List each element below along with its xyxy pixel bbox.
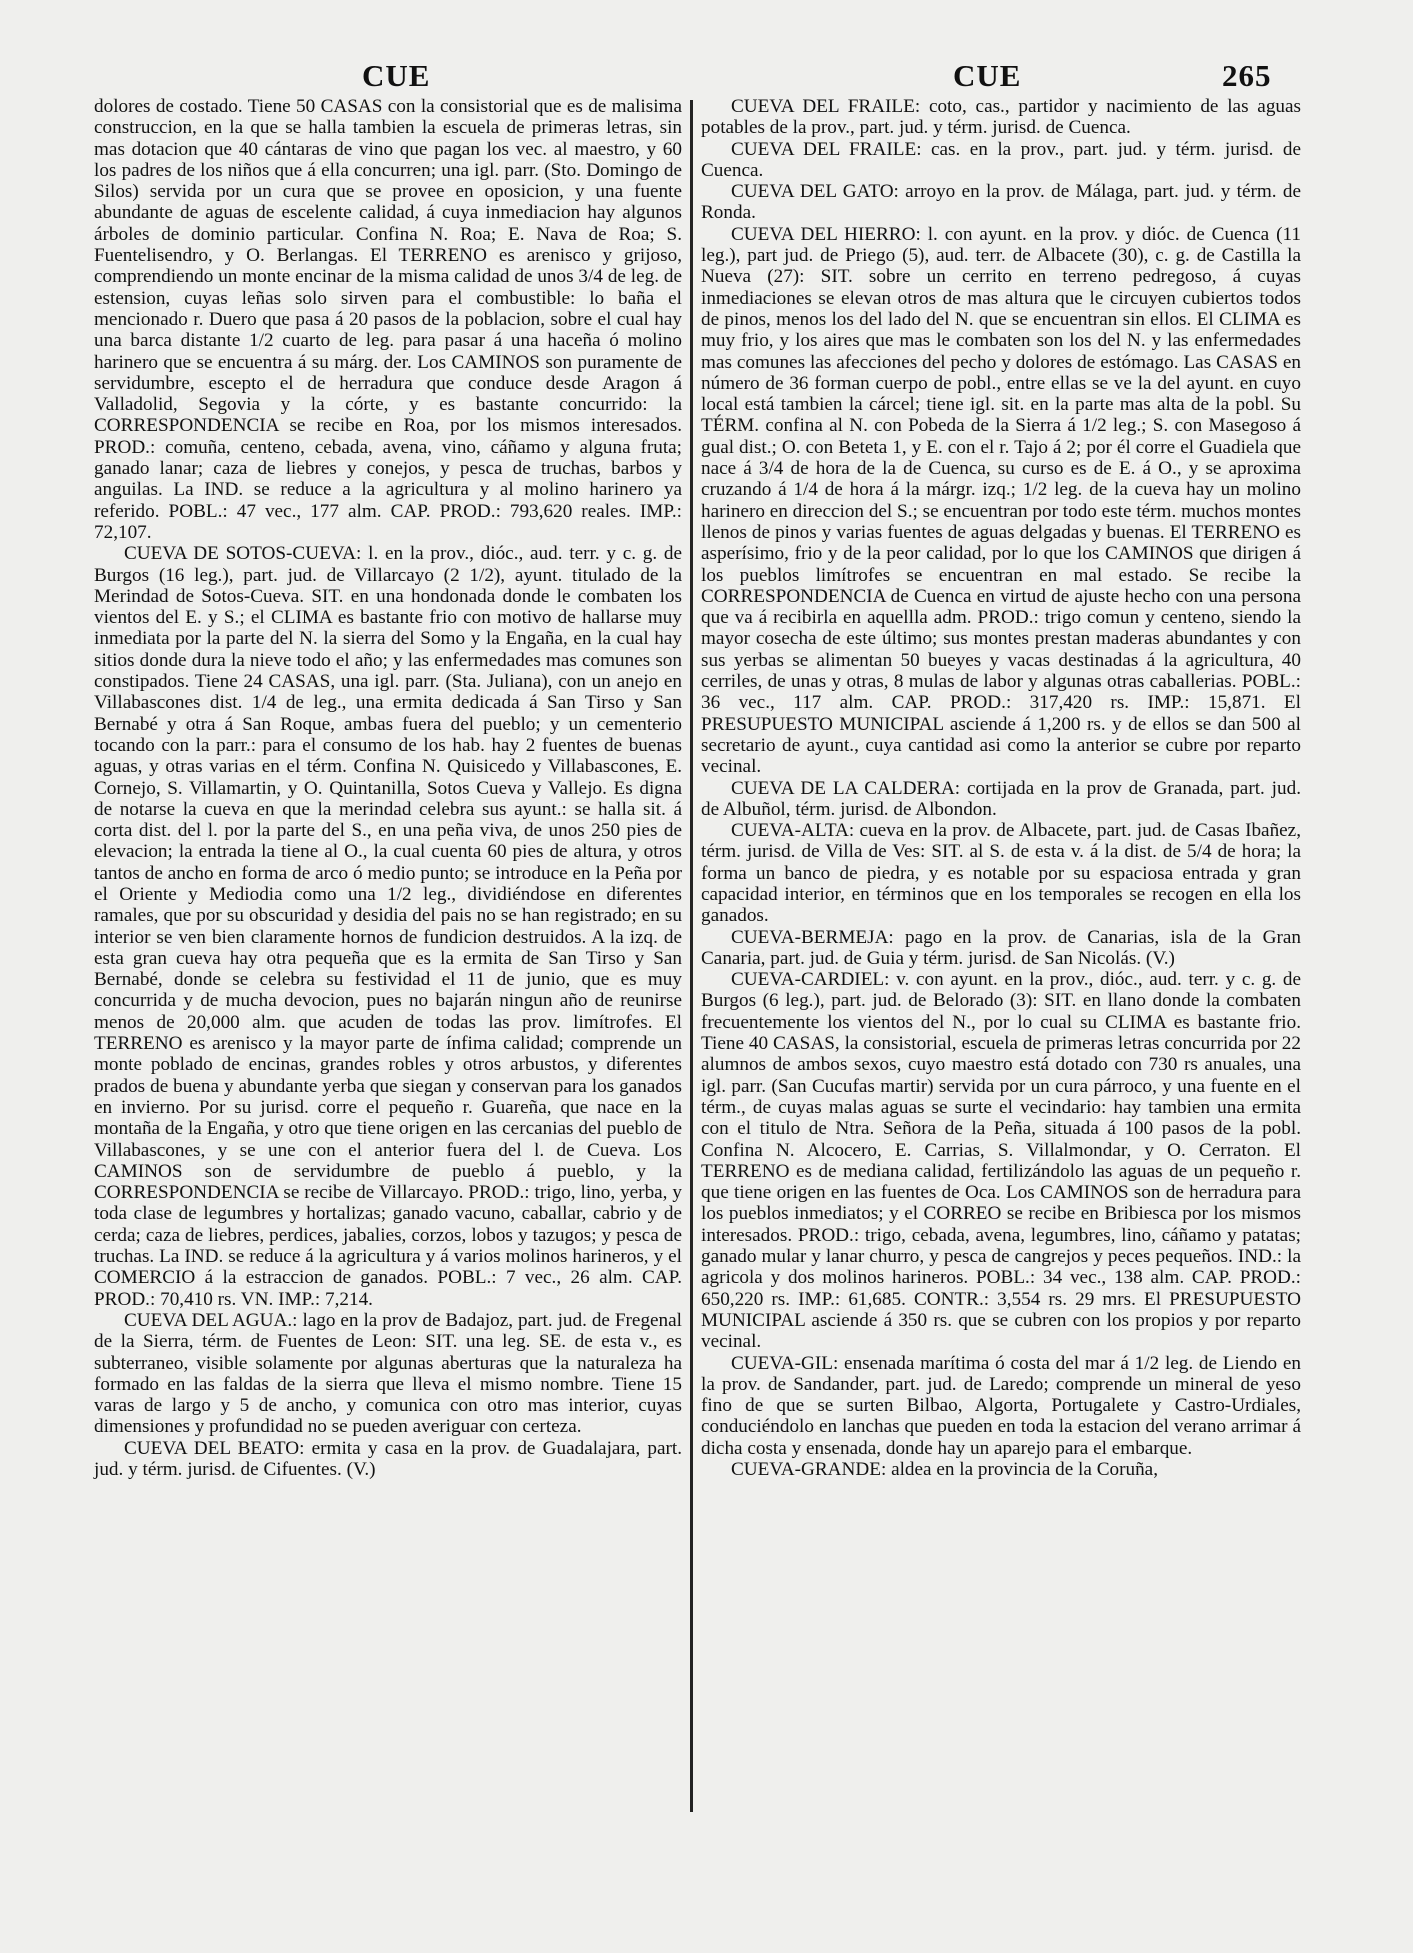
running-head-left: CUE: [362, 58, 431, 93]
entry-cueva-cardiel: CUEVA-CARDIEL: v. con ayunt. en la prov., dióc., aud. terr. y c. g. de Burgos (6 leg.), part. jud. de Belorado (3): SIT. en llano donde la combaten frecuentemente los vientos del N., por lo cual su CLIMA es bastante frio. Tiene 40 CASAS, la consistorial, escuela de primeras letras concurrida por 22 alumnos de ambos sexos, cuyo maestro está dotado con 730 rs anuales, una igl. parr. (San Cucufas martir) servida por un cura párroco, y una fuente en el térm., de cuyas malas aguas se surte el vecindario: hay tambien una ermita con el titulo de Ntra. Señora de la Peña, situada á 100 pasos de la pobl. Confina N. Alcocero, E. Carrias, S. Villalmondar, y O. Cerraton. El TERRENO es de mediana calidad, fertilizándolo las aguas de un pequeño r. que tiene origen en las fuentes de Oca. Los CAMINOS son de herradura para los pueblos inmediatos; y el CORREO se recibe en Bribiesca por los mismos interesados. PROD.: trigo, cebada, avena, legumbres, lino, cáñamo y patatas; ganado mular y lanar churro, y pesca de cangrejos y peces pequeños. IND.: la agricola y dos molinos harineros. POBL.: 34 vec., 138 alm. CAP. PROD.: 650,220 rs. IMP.: 61,685. CONTR.: 3,554 rs. 29 mrs. El PRESUPUESTO MUNICIPAL asciende á 350 rs. que se cubren con los propios y por reparto vecinal.: [701, 969, 1301, 1353]
entry-cueva-gil: CUEVA-GIL: ensenada marítima ó costa del mar á 1/2 leg. de Liendo en la prov. de Sandander, part. jud. de Laredo; comprende un mineral de yeso fino de que se surten Bilbao, Algorta, Portugalete y Castro-Urdiales, conduciéndolo en lanchas que pueden en toda la estacion del verano arrimar á dicha costa y ensenada, donde hay un aparejo para el embarque.: [701, 1352, 1301, 1459]
left-column: [94, 96, 682, 1480]
right-column: [701, 96, 1301, 1480]
entry-cueva-bermeja: CUEVA-BERMEJA: pago en la prov. de Canarias, isla de la Gran Canaria, part. jud. de Guia y térm. jurisd. de San Nicolás. (V.): [701, 926, 1301, 969]
entry-cueva-grande: CUEVA-GRANDE: aldea en la provincia de la Coruña,: [731, 1459, 1158, 1480]
entry-cueva-del-gato: CUEVA DEL GATO: arroyo en la prov. de Málaga, part. jud. y térm. de Ronda.: [701, 181, 1301, 224]
running-head-right: CUE: [953, 58, 1022, 93]
column-divider: [690, 100, 693, 1812]
entry-cueva-de-sotos-cueva: CUEVA DE SOTOS-CUEVA: l. en la prov., dióc., aud. terr. y c. g. de Burgos (16 leg.), part. jud. de Villarcayo (2 1/2), ayunt. titulado de la Merindad de Sotos-Cueva. SIT. en una hondonada donde le combaten los vientos del E. y S.; el CLIMA es bastante frio con motivo de hallarse muy inmediata por la parte del N. la sierra del Somo y la Engaña, en la cual hay sitios donde dura la nieve todo el año; y las enfermedades mas comunes son constipados. Tiene 24 CASAS, una igl. parr. (Sta. Juliana), con un anejo en Villabascones dist. 1/4 de leg., una ermita dedicada á San Tirso y San Bernabé y otra á San Roque, ambas fuera del pueblo; y un cementerio tocando con la parr.: para el consumo de los hab. hay 2 fuentes de buenas aguas, y otras varias en el térm. Confina N. Quisicedo y Villabascones, E. Cornejo, S. Villamartin, y O. Quintanilla, Sotos Cueva y Vallejo. Es digna de notarse la cueva en que la merindad celebra sus ayunt.: se halla sit. á corta dist. del l. por la parte del S., en una peña viva, de unos 250 pies de elevacion; la entrada la tiene al O., la cual cuenta 60 pies de altura, y otros tantos de ancho en forma de arco ó medio punto; se introduce en la Peña por el Oriente y Mediodia como una 1/2 leg., dividiéndose en diferentes ramales, que por su obscuridad y desidia del pais no se han registrado; en su interior se ven bien claramente hornos de fundicion destruidos. A la izq. de esta gran cueva hay otra pequeña que es la ermita de San Tirso y San Bernabé, donde se celebra su festividad el 11 de junio, que es muy concurrida y de mucha devocion, pues no bajarán ningun año de reunirse menos de 20,000 alm. que acuden de todas las prov. limítrofes. El TERRENO es arenisco y la mayor parte de ínfima calidad; comprende un monte poblado de encinas, grandes robles y otros arbustos, y diferentes prados de buena y abundante yerba que siegan y conservan para los ganados en invierno. Por su jurisd. corre el pequeño r. Guareña, que nace en la montaña de la Engaña, y otro que tiene origen en las cercanias del pueblo de Villabascones, y se une con el anterior fuera del l. de Cueva. Los CAMINOS son de servidumbre de pueblo á pueblo, y la CORRESPONDENCIA se recibe de Villarcayo. PROD.: trigo, lino, yerba, y toda clase de legumbres y hortalizas; ganado vacuno, caballar, cabrio y de cerda; caza de liebres, perdices, jabalies, corzos, lobos y tazugos; y pesca de truchas. La IND. se reduce á la agricultura y á varios molinos harineros, y el COMERCIO á la estraccion de ganados. POBL.: 7 vec., 26 alm. CAP. PROD.: 70,410 rs. VN. IMP.: 7,214.: [94, 543, 682, 1310]
entry-cueva-del-agua: CUEVA DEL AGUA.: lago en la prov de Badajoz, part. jud. de Fregenal de la Sierra, térm. de Fuentes de Leon: SIT. una leg. SE. de esta v., es subterraneo, visible solamente por algunas aberturas que la naturaleza ha formado en las faldas de la sierra que lleva el mismo nombre. Tiene 15 varas de largo y 5 de ancho, y comunica con otro mas interior, cuyas dimensiones y profundidad no se pueden averiguar con certeza.: [94, 1309, 682, 1438]
entry-cueva-de-la-caldera: CUEVA DE LA CALDERA: cortijada en la prov de Granada, part. jud. de Albuñol, térm. jurisd. de Albondon.: [701, 777, 1301, 820]
page-number: 265: [1222, 58, 1272, 93]
entry-cueva-del-beato: CUEVA DEL BEATO: ermita y casa en la prov. de Guadalajara, part. jud. y térm. jurisd. de Cifuentes. (V.): [94, 1437, 682, 1480]
entry-cueva-alta: CUEVA-ALTA: cueva en la prov. de Albacete, part. jud. de Casas Ibañez, térm. jurisd. de Villa de Ves: SIT. al S. de esta v. á la dist. de 5/4 de hora; la forma un banco de piedra, y es notable por su espaciosa entrada y gran capacidad interior, en términos que en los temporales se recogen en ella los ganados.: [701, 820, 1301, 927]
entry-continuation: dolores de costado. Tiene 50 CASAS con la consistorial que es de malisima construccion, en la que se halla tambien la escuela de primeras letras, sin mas dotacion que 40 cántaras de vino que pagan los vec. al maestro, y 60 los padres de los niños que á ella concurren; una igl. parr. (Sto. Domingo de Silos) servida por un cura que se provee en oposicion, y una fuente abundante de aguas de escelente calidad, á cuya inmediacion hay algunos árboles de dominio particular. Confina N. Roa; E. Nava de Roa; S. Fuentelisendro, y O. Berlangas. El TERRENO es arenisco y grijoso, comprendiendo un monte encinar de la misma calidad de unos 3/4 de leg. de estension, cuyas leñas solo sirven para el combustible: lo baña el mencionado r. Duero que pasa á 20 pasos de la poblacion, sobre el cual hay una barca distante 1/2 cuarto de leg. para pasar á una haceña ó molino harinero que se encuentra á su márg. der. Los CAMINOS son puramente de servidumbre, escepto el de herradura que conduce desde Aragon á Valladolid, Segovia y la córte, y es bastante concurrido: la CORRESPONDENCIA se recibe en Roa, por los mismos interesados. PROD.: comuña, centeno, cebada, avena, vino, cáñamo y alguna fruta; ganado lanar; caza de liebres y conejos, y pesca de truchas, barbos y anguilas. La IND. se reduce a la agricultura y al molino harinero ya referido. POBL.: 47 vec., 177 alm. CAP. PROD.: 793,620 reales. IMP.: 72,107.: [94, 96, 682, 543]
entry-cueva-del-fraile-1: CUEVA DEL FRAILE: coto, cas., partidor y nacimiento de las aguas potables de la prov., part. jud. y térm. jurisd. de Cuenca.: [701, 96, 1301, 139]
entry-cueva-del-fraile-2: CUEVA DEL FRAILE: cas. en la prov., part. jud. y térm. jurisd. de Cuenca.: [701, 138, 1301, 181]
entry-cueva-del-hierro: CUEVA DEL HIERRO: l. con ayunt. en la prov. y dióc. de Cuenca (11 leg.), part jud. de Priego (5), aud. terr. de Albacete (30), c. g. de Castilla la Nueva (27): SIT. sobre un cerrito en terreno pedregoso, á cuyas inmediaciones se elevan otros de mas altura que le circuyen cubiertos todos de pinos, menos los del lado del N. que se encuentran sin ellos. El CLIMA es muy frio, y los aires que mas le combaten son los del N. y las enfermedades mas comunes las afecciones del pecho y dolores de estómago. Las CASAS en número de 36 forman cuerpo de pobl., entre ellas se ve la del ayunt. en cuyo local está tambien la cárcel; tiene igl. sit. en la parte mas alta de la pobl. Su TÉRM. confina al N. con Pobeda de la Sierra á 1/2 leg.; S. con Masegoso á gual dist.; O. con Beteta 1, y E. con el r. Tajo á 2; por él corre el Guadiela que nace á 3/4 de hora de la de Cuenca, su curso es de E. á O., y se aproxima cruzando á 1/4 de hora á la márgr. izq.; 1/2 leg. de la cueva hay un molino harinero en direccion del S.; se encuentran por todo este térm. muchos montes llenos de pinos y varias fuentes de aguas delgadas y buenas. El TERRENO es asperísimo, frio y de la peor calidad, por lo que los CAMINOS que dirigen á los pueblos limítrofes se encuentran en mal estado. Se recibe la CORRESPONDENCIA de Cuenca en virtud de ajuste hecho con una persona que va á recibirla en aquellla adm. PROD.: trigo comun y centeno, siendo la mayor cosecha de este último; sus montes prestan maderas abundantes y con sus yerbas se alimentan 50 bueyes y vacas destinadas á la agricultura, 40 cerriles, de unas y otras, 8 mulas de labor y algunas otras caballerias. POBL.: 36 vec., 117 alm. CAP. PROD.: 317,420 rs. IMP.: 15,871. El PRESUPUESTO MUNICIPAL asciende á 1,200 rs. y de ellos se dan 500 al secretario de ayunt., cuya cantidad asi como la anterior se cubre por reparto vecinal.: [701, 223, 1301, 778]
